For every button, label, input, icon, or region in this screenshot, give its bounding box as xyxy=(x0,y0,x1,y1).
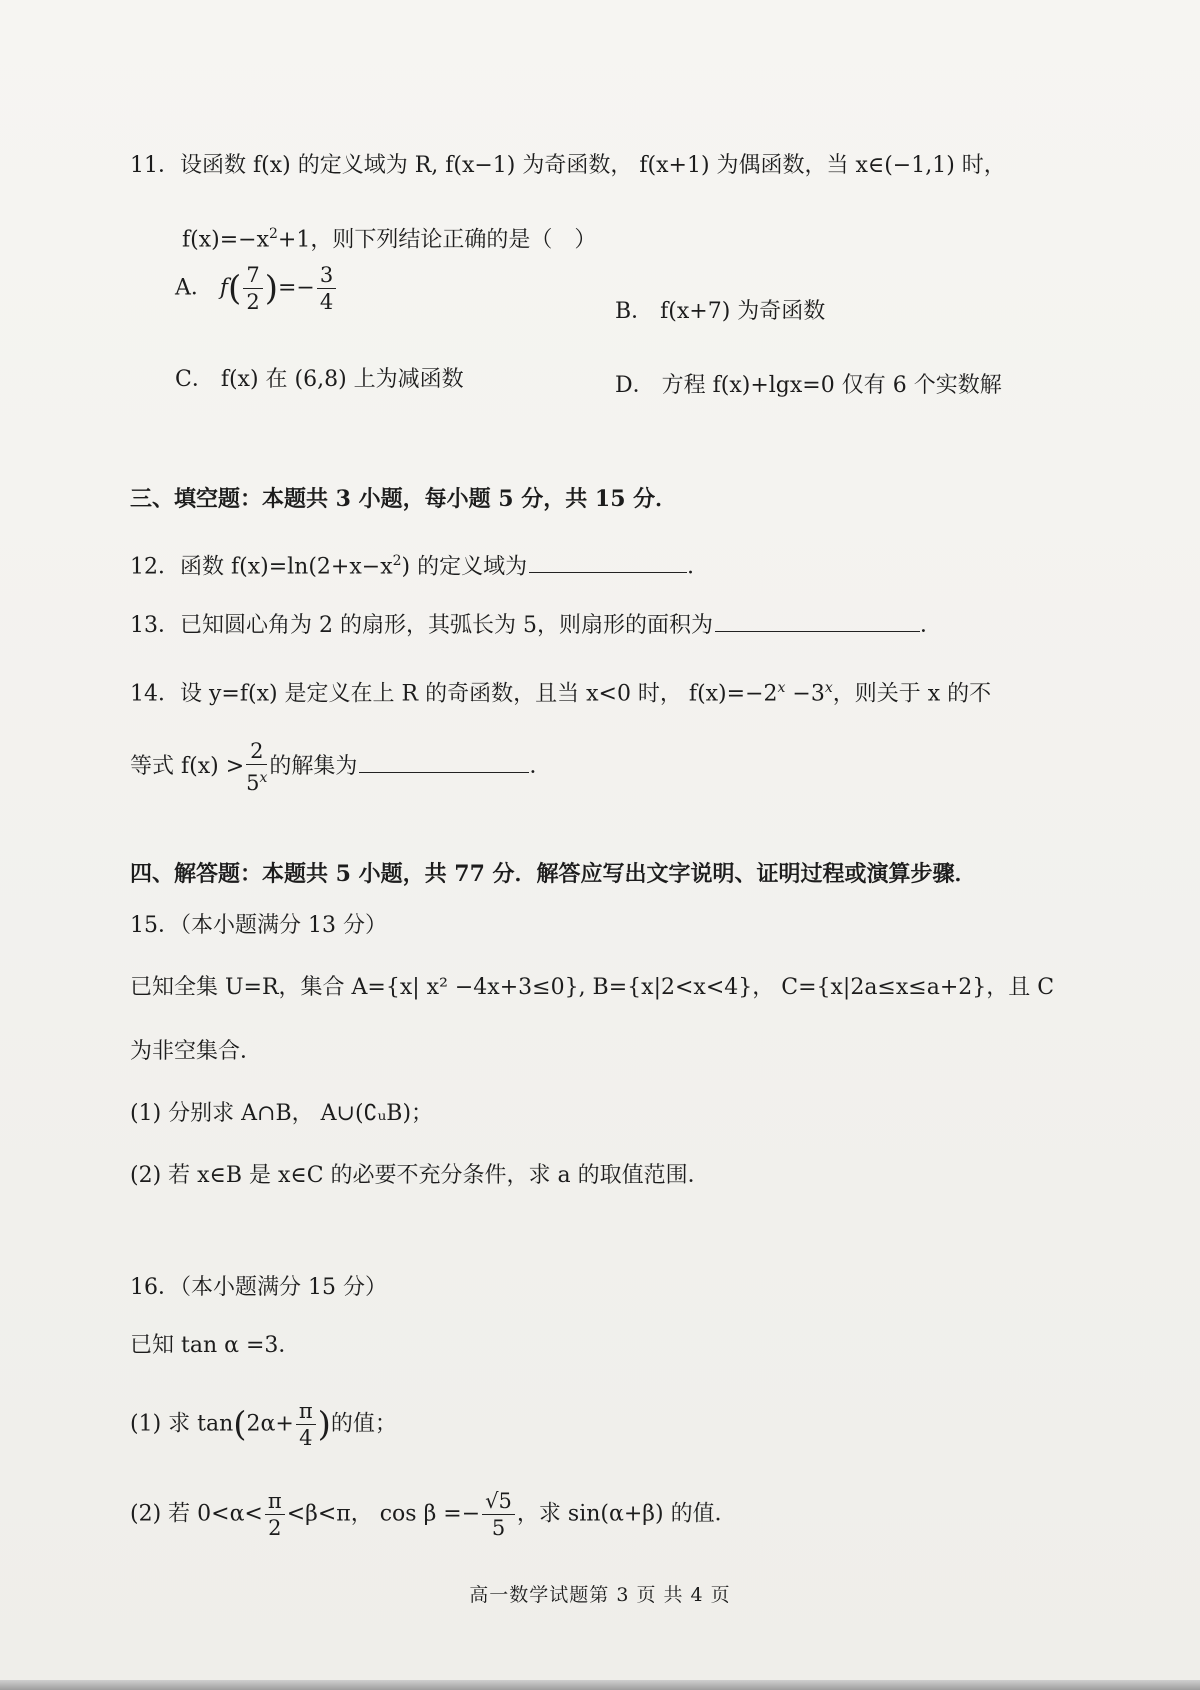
q12-answer-blank[interactable] xyxy=(529,550,687,573)
q14-line1: 14．设 y=f(x) 是定义在上 R 的奇函数，且当 x<0 时， $f(x)=-2^x -3^x$，则关于 x 的不 xyxy=(130,680,992,707)
q13-answer-blank[interactable] xyxy=(715,609,920,632)
q15-part1: (1) 分别求 A∩B， A∪(∁ᵤB)； xyxy=(130,1101,434,1126)
q11-option-d: D． 方程 f(x)+lgx=0 仅有 6 个实数解 xyxy=(615,373,1002,398)
section3-heading: 三、填空题：本题共 3 小题，每小题 5 分，共 15 分． xyxy=(130,486,678,512)
q16-part1: (1) 求 tan(2α+ $\frac{\pi}{4}$ )的值； xyxy=(130,1399,397,1450)
q11-line1: 11．设函数 f(x) 的定义域为 R, f(x−1) 为奇函数， f(x+1) 为偶函数，当 x∈(−1,1) 时， xyxy=(130,153,1006,178)
q15-title: 15．（本小题满分 13 分） xyxy=(130,913,387,938)
q11-option-a: A． f( $\frac{7}{2}$ )=− $\frac{3}{4}$ xyxy=(175,262,338,315)
q12-line: 12．函数 $f(x)=\ln(2+x-x^2)$ 的定义域为 ． xyxy=(130,545,709,583)
q16-line1: 已知 tan α =3． xyxy=(130,1333,301,1358)
page-bottom-edge xyxy=(0,1680,1200,1690)
q11-option-c: C． f(x) 在 (6,8) 上为减函数 xyxy=(175,367,464,392)
q13-line: 13．已知圆心角为 2 的扇形，其弧长为 5，则扇形的面积为 ． xyxy=(130,609,942,642)
q15-line2: 为非空集合． xyxy=(130,1039,263,1064)
q14-line2: 等式 f(x) > $\frac{2}{5^x}$ 的解集为 ． xyxy=(130,739,552,795)
q11-line2: $f(x)=-x^2+1$，则下列结论正确的是（ ） xyxy=(182,226,597,253)
q11-option-b: B． f(x+7) 为奇函数 xyxy=(615,299,826,324)
q16-part2: (2) 若 0<α< $\frac{\pi}{2}$ <β<π， cos β =− $\frac{√5}{5}$ ，求 sin(α+β) 的值． xyxy=(130,1489,737,1540)
page-footer: 高一数学试题第 3 页 共 4 页 xyxy=(469,1584,731,1606)
q15-line1: 已知全集 U=R，集合 A={x| x² −4x+3≤0}, B={x|2<x<4}， C={x|2a≤x≤a+2}，且 C xyxy=(130,975,1055,1000)
section4-heading: 四、解答题：本题共 5 小题，共 77 分．解答应写出文字说明、证明过程或演算步骤． xyxy=(130,861,977,887)
q16-title: 16．（本小题满分 15 分） xyxy=(130,1275,387,1300)
q14-answer-blank[interactable] xyxy=(359,750,529,773)
q15-part2: (2) 若 x∈B 是 x∈C 的必要不充分条件，求 a 的取值范围． xyxy=(130,1163,710,1188)
